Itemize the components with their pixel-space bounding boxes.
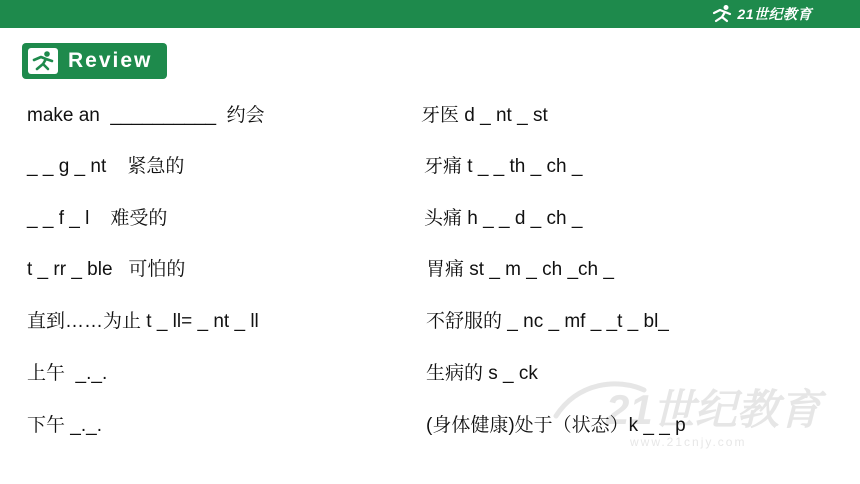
review-badge xyxy=(22,43,167,79)
right-item-6: 生病的 s _ ck xyxy=(426,363,538,384)
brand-logo xyxy=(711,2,812,26)
right-item-3: 头痛 h _ _ d _ ch _ xyxy=(424,208,583,229)
left-item-2: _ _ g _ nt 紧急的 xyxy=(27,156,185,177)
right-item-4: 胃痛 st _ m _ ch _ch _ xyxy=(426,259,614,280)
watermark-text: 21世纪教育 xyxy=(606,386,821,433)
watermark xyxy=(548,372,838,454)
runner-icon xyxy=(28,48,58,74)
right-item-5: 不舒服的 _ nc _ mf _ _t _ bl_ xyxy=(426,311,669,332)
watermark-url: www.21cnjy.com xyxy=(630,435,747,449)
right-item-7: (身体健康)处于（状态）k _ _ p xyxy=(426,415,686,436)
left-item-1: make an __________ 约会 xyxy=(27,105,265,126)
left-item-3: _ _ f _ l 难受的 xyxy=(27,208,168,229)
right-item-2: 牙痛 t _ _ th _ ch _ xyxy=(424,156,583,177)
left-item-4: t _ rr _ ble 可怕的 xyxy=(27,259,186,280)
left-item-5: 直到……为止 t _ ll= _ nt _ ll xyxy=(27,311,259,332)
runner-logo-icon xyxy=(711,4,733,24)
top-bar xyxy=(0,0,860,28)
left-item-7: 下午 _._. xyxy=(27,415,102,436)
left-item-6: 上午 _._. xyxy=(27,363,108,384)
right-item-1: 牙医 d _ nt _ st xyxy=(421,105,548,126)
brand-name: 21世纪教育 xyxy=(737,6,812,22)
review-label: Review xyxy=(68,49,153,72)
